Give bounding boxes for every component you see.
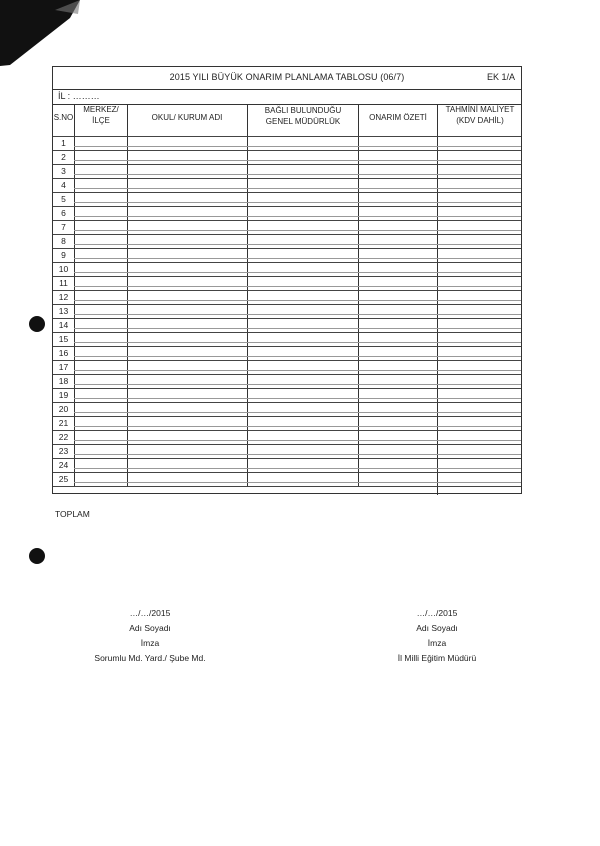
row-divider: [53, 206, 521, 207]
row-subline: [74, 412, 521, 413]
left-name: Adı Soyadı: [129, 623, 171, 633]
row-subline: [74, 356, 521, 357]
row-subline: [74, 286, 521, 287]
row-divider: [53, 304, 521, 305]
row-number: 13: [58, 306, 69, 316]
row-subline: [74, 174, 521, 175]
row-divider: [53, 388, 521, 389]
row-divider: [53, 374, 521, 375]
row-number: 18: [58, 376, 69, 386]
right-sign: İmza: [427, 638, 447, 648]
header-onarim: ONARIM ÖZETİ: [369, 113, 427, 122]
row-number: 9: [61, 250, 66, 260]
row-number: 4: [61, 180, 66, 190]
row-subline: [74, 244, 521, 245]
row-number: 5: [61, 194, 66, 204]
row-subline: [74, 258, 521, 259]
row-divider: [53, 472, 521, 473]
row-number: 3: [61, 166, 66, 176]
row-number: 22: [58, 432, 69, 442]
row-subline: [74, 440, 521, 441]
row-subline: [74, 468, 521, 469]
row-divider: [53, 178, 521, 179]
row-divider: [53, 318, 521, 319]
row-subline: [74, 160, 521, 161]
row-number: 8: [61, 236, 66, 246]
row-divider: [53, 262, 521, 263]
row-number: 11: [59, 278, 68, 288]
column-divider: [127, 104, 128, 486]
form-title: 2015 YILI BÜYÜK ONARIM PLANLAMA TABLOSU (06/7): [169, 72, 405, 82]
row-subline: [74, 426, 521, 427]
right-date: …/…/2015: [416, 608, 458, 618]
header-merkez-line1: MERKEZ/: [83, 105, 119, 114]
header-okul: OKUL/ KURUM ADI: [151, 113, 223, 122]
row-subline: [74, 300, 521, 301]
row-divider: [53, 458, 521, 459]
row-number: 7: [61, 222, 66, 232]
row-divider: [53, 136, 521, 137]
row-divider: [53, 360, 521, 361]
row-divider: [53, 416, 521, 417]
row-subline: [74, 202, 521, 203]
row-number: 21: [58, 418, 69, 428]
row-divider: [53, 234, 521, 235]
right-name: Adı Soyadı: [416, 623, 458, 633]
header-bagli-line1: BAĞLI BULUNDUĞU: [264, 106, 342, 115]
row-divider: [53, 150, 521, 151]
row-divider: [53, 402, 521, 403]
row-subline: [74, 384, 521, 385]
punch-hole-bottom: [29, 548, 45, 564]
annex-label: EK 1/A: [486, 72, 515, 82]
row-divider: [53, 220, 521, 221]
row-number: 16: [58, 348, 69, 358]
title-row: [53, 67, 521, 90]
row-number: 2: [61, 152, 66, 162]
province-row: [53, 89, 521, 105]
row-divider: [53, 332, 521, 333]
province-label: İL : ………: [58, 91, 100, 101]
row-divider: [53, 248, 521, 249]
header-tahmini-line2: (KDV DAHİL): [456, 116, 504, 125]
row-divider: [53, 290, 521, 291]
row-subline: [74, 230, 521, 231]
row-number: 14: [58, 320, 69, 330]
row-subline: [74, 370, 521, 371]
row-number: 20: [58, 404, 69, 414]
header-tahmini: [437, 104, 523, 126]
row-subline: [74, 454, 521, 455]
scan-corner-fold: [0, 0, 80, 70]
row-number: 19: [58, 390, 69, 400]
row-number: 1: [61, 138, 66, 148]
signature-block-left: [50, 606, 250, 666]
row-number: 17: [58, 362, 69, 372]
row-number: 6: [61, 208, 66, 218]
row-divider: [53, 276, 521, 277]
row-subline: [74, 398, 521, 399]
row-number: 24: [58, 460, 69, 470]
right-title: İl Milli Eğitim Müdürü: [397, 653, 477, 663]
row-divider: [53, 444, 521, 445]
row-divider: [53, 486, 521, 487]
row-subline: [74, 482, 521, 483]
row-divider: [53, 346, 521, 347]
row-divider: [53, 430, 521, 431]
header-sno: S.NO: [53, 113, 74, 122]
row-divider: [53, 192, 521, 193]
column-divider: [74, 104, 75, 486]
row-number: 25: [58, 474, 69, 484]
row-subline: [74, 342, 521, 343]
row-subline: [74, 272, 521, 273]
row-subline: [74, 188, 521, 189]
left-date: …/…/2015: [129, 608, 171, 618]
header-tahmini-line1: TAHMİNİ MALİYET: [445, 105, 515, 114]
row-number: 10: [58, 264, 69, 274]
punch-hole-top: [29, 316, 45, 332]
row-number: 23: [58, 446, 69, 456]
signature-block-right: [337, 606, 537, 666]
planning-table: [52, 66, 522, 519]
header-bagli: [248, 105, 358, 127]
header-merkez-line2: İLÇE: [92, 116, 110, 125]
header-merkez: [75, 104, 127, 126]
total-label: TOPLAM: [55, 509, 90, 519]
row-number: 15: [58, 334, 69, 344]
table-grid: [53, 104, 521, 495]
row-divider: [53, 164, 521, 165]
row-subline: [74, 314, 521, 315]
row-subline: [74, 146, 521, 147]
row-subline: [74, 328, 521, 329]
header-bagli-line2: GENEL MÜDÜRLÜK: [265, 117, 341, 126]
column-divider: [358, 104, 359, 486]
row-number: 12: [58, 292, 69, 302]
row-subline: [74, 216, 521, 217]
column-divider: [247, 104, 248, 486]
left-title: Sorumlu Md. Yard./ Şube Md.: [94, 653, 206, 663]
left-sign: İmza: [140, 638, 160, 648]
